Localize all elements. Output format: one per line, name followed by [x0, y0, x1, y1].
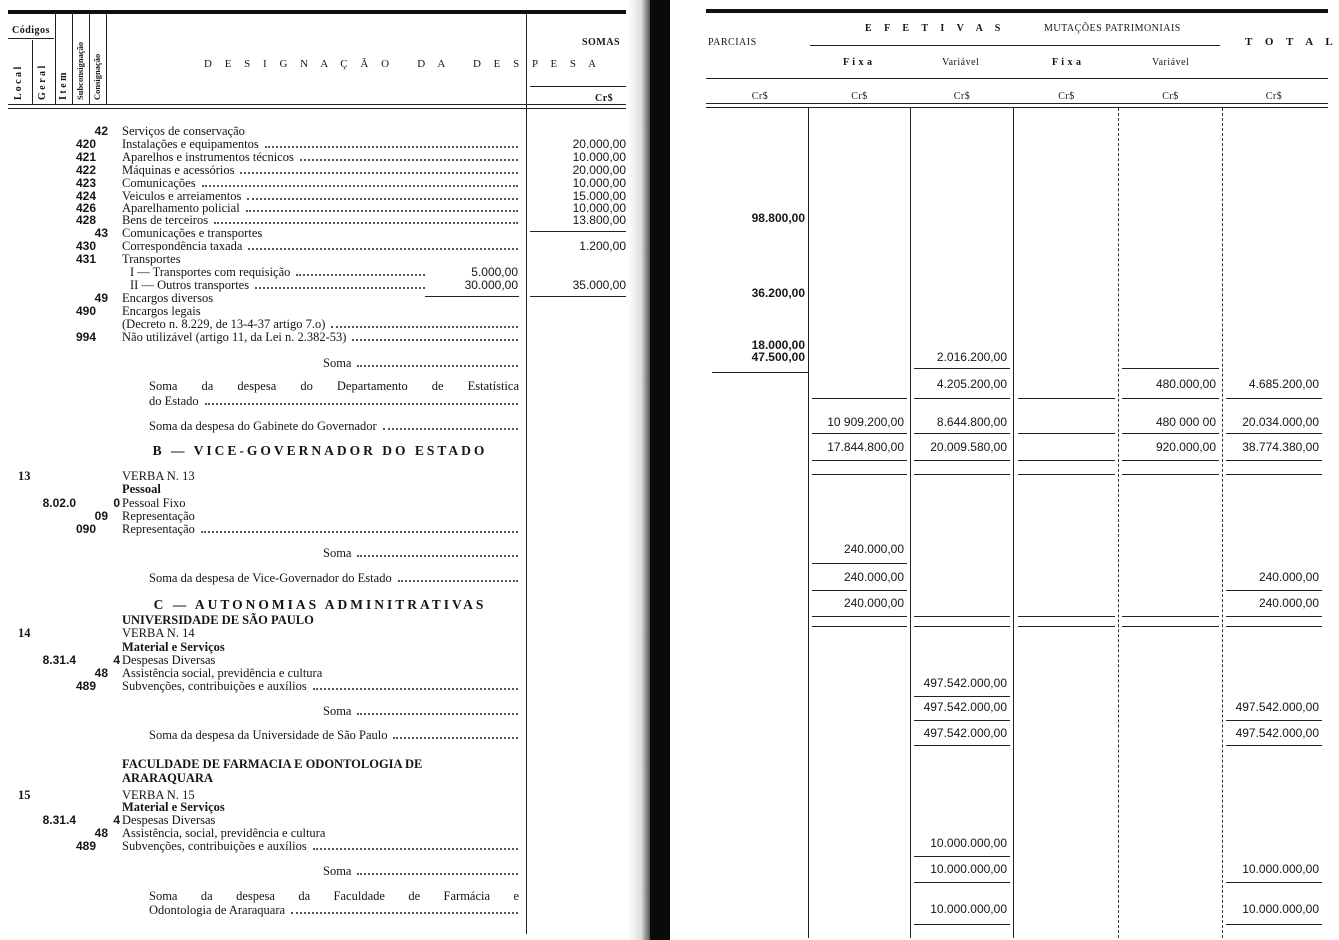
dot-leader: [352, 339, 518, 341]
col-divider: [32, 40, 33, 104]
consignacao-code: 43: [94, 226, 108, 240]
total-heading: T O T A L: [1245, 36, 1338, 48]
expense-description: Assistência, social, previdência e cultura: [122, 826, 326, 840]
dot-leader: [313, 848, 518, 850]
sum-rule: [1122, 474, 1219, 475]
header-bottom-rule: [706, 103, 1328, 104]
expense-description: VERBA N. 14: [122, 626, 195, 640]
expense-description: UNIVERSIDADE DE SÃO PAULO: [122, 613, 314, 627]
expense-description: Odontologia de Araraquara: [149, 903, 286, 917]
expense-description: Veiculos e arreiamentos: [122, 189, 242, 203]
item-code: 489: [75, 839, 96, 853]
soma-amount: 15.000,00: [572, 189, 626, 203]
geral-label: G e r a l: [37, 65, 48, 100]
dot-leader: [357, 555, 518, 557]
sum-rule: [812, 433, 907, 434]
partial-amount: 30.000,00: [464, 278, 518, 292]
column-divider: [1222, 108, 1223, 938]
sum-rule: [1226, 882, 1322, 883]
expense-description: Soma: [323, 704, 352, 718]
ef-variavel-amount: 497.542.000,00: [923, 700, 1007, 714]
col-divider: [89, 14, 90, 104]
local-code: 15: [18, 788, 31, 802]
subconsignacao-label: Subconsignação: [75, 41, 85, 100]
expense-description: Comunicações: [122, 176, 196, 190]
expense-description: Máquinas e acessórios: [122, 163, 235, 177]
expense-description: VERBA N. 15: [122, 788, 195, 802]
local-label: L o c a l: [13, 66, 24, 100]
item-code: 421: [75, 150, 96, 164]
dot-leader: [291, 912, 518, 914]
somas-rule: [530, 86, 626, 87]
dot-leader: [331, 326, 518, 328]
expense-description: II — Outros transportes: [130, 278, 250, 292]
sum-rule: [914, 460, 1010, 461]
soma-amount: 35.000,00: [572, 278, 626, 292]
column-divider: [1118, 108, 1119, 938]
total-amount: 497.542.000,00: [1235, 726, 1319, 740]
dot-leader: [214, 222, 518, 224]
expense-description: Assistência social, previdência e cultura: [122, 666, 323, 680]
soma-amount: 1.200,00: [579, 239, 626, 253]
total-amount: 10.000.000,00: [1242, 902, 1319, 916]
ef-variavel-amount: 8.644.800,00: [936, 415, 1007, 429]
item-code: 430: [75, 239, 96, 253]
sum-rule: [1226, 626, 1322, 627]
total-amount: 38.774.380,00: [1242, 440, 1319, 454]
dot-leader: [248, 248, 518, 250]
expense-description: Material e Serviços: [122, 800, 225, 814]
column-divider: [1013, 108, 1014, 938]
sum-rule: [914, 474, 1010, 475]
local-code: 13: [18, 469, 31, 483]
expense-description: Soma da despesa da Faculdade de Farmácia e: [149, 889, 519, 903]
currency-label: Cr$: [851, 91, 868, 102]
header-bottom-rule: [8, 108, 626, 109]
sum-rule: [1226, 460, 1322, 461]
sum-rule: [1018, 433, 1115, 434]
consignacao-label: Consignação: [92, 53, 102, 100]
sum-rule: [1226, 924, 1322, 925]
soma-amount: 10.000,00: [572, 150, 626, 164]
designacao-heading: D E S I G N A Ç Ã O D A D E S P E S A: [204, 58, 602, 70]
sum-rule: [1226, 720, 1322, 721]
page-gutter-shadow: [628, 0, 650, 940]
soma-amount: 10.000,00: [572, 201, 626, 215]
mp-variavel-amount: 480 000 00: [1155, 415, 1216, 429]
consignacao-code: 42: [94, 124, 108, 138]
expense-description: Despesas Diversas: [122, 813, 216, 827]
currency-label: Cr$: [1162, 91, 1179, 102]
expense-description: Aparelhos e instrumentos técnicos: [122, 150, 294, 164]
expense-description: Comunicações e transportes: [122, 226, 263, 240]
expense-description: (Decreto n. 8.229, de 13-4-37 artigo 7.o): [122, 317, 326, 331]
sum-rule: [1018, 616, 1115, 617]
subheader-rule: [706, 78, 1328, 79]
expense-description: I — Transportes com requisição: [130, 265, 291, 279]
sum-rule: [812, 398, 907, 399]
expense-description: Pessoal: [122, 482, 161, 496]
item-code: 090: [75, 522, 96, 536]
dot-leader: [393, 737, 518, 739]
sum-rule: [914, 882, 1010, 883]
total-amount: 4.685.200,00: [1248, 377, 1319, 391]
sum-rule: [1226, 474, 1322, 475]
soma-amount: 20.000,00: [572, 137, 626, 151]
expense-description: do Estado: [149, 394, 199, 408]
item-code: 423: [75, 176, 96, 190]
expense-description: Representação: [122, 522, 195, 536]
subconsignacao-code: 4: [113, 813, 120, 827]
ef-variavel-amount: 10.000.000,00: [930, 902, 1007, 916]
sum-rule: [914, 616, 1010, 617]
expense-description: Soma da despesa da Universidade de São Paulo: [149, 728, 388, 742]
dot-leader: [240, 172, 518, 174]
sum-rule: [914, 433, 1010, 434]
ef-variavel-amount: 497.542.000,00: [923, 726, 1007, 740]
parciais-amount: 18.000,00: [751, 338, 805, 352]
expense-description: Despesas Diversas: [122, 653, 216, 667]
sum-rule: [530, 296, 626, 297]
sum-rule: [914, 626, 1010, 627]
ef-variavel-amount: 10.000.000,00: [930, 862, 1007, 876]
item-code: 994: [75, 330, 96, 344]
item-code: 424: [75, 189, 96, 203]
ef-fixa-amount: 240.000,00: [843, 542, 904, 556]
partial-amount: 5.000,00: [471, 265, 518, 279]
mp-variavel-heading: Variável: [1152, 57, 1190, 68]
parciais-heading: PARCIAIS: [708, 37, 757, 48]
parciais-amount: 47.500,00: [751, 350, 805, 364]
mutacoes-heading: MUTAÇÕES PATRIMONIAIS: [1044, 23, 1181, 34]
dot-leader: [246, 210, 518, 212]
soma-amount: 20.000,00: [572, 163, 626, 177]
item-code: 420: [75, 137, 96, 151]
total-amount: 497.542.000,00: [1235, 700, 1319, 714]
expense-description: Material e Serviços: [122, 640, 225, 654]
expense-description: Soma: [323, 356, 352, 370]
consignacao-code: 49: [94, 291, 108, 305]
sum-rule: [914, 720, 1010, 721]
dot-leader: [398, 580, 518, 582]
book-binding: [650, 0, 670, 940]
sum-rule: [914, 924, 1010, 925]
ef-fixa-amount: 240.000,00: [843, 570, 904, 584]
item-code: 422: [75, 163, 96, 177]
sum-rule: [1122, 398, 1219, 399]
expense-description: Não utilizável (artigo 11, da Lei n. 2.382-53): [122, 330, 347, 344]
mp-variavel-amount: 920.000,00: [1155, 440, 1216, 454]
currency-label: Cr$: [1265, 91, 1283, 102]
sum-rule: [914, 745, 1010, 746]
ef-variavel-amount: 4.205.200,00: [936, 377, 1007, 391]
sum-rule: [812, 563, 907, 564]
sum-rule: [1122, 460, 1219, 461]
ef-variavel-amount: 20.009.580,00: [930, 440, 1007, 454]
col-divider: [106, 14, 107, 104]
group-rule: [810, 45, 1220, 46]
sum-rule: [1122, 433, 1219, 434]
col-divider: [72, 14, 73, 104]
dot-leader: [265, 146, 518, 148]
sum-rule: [812, 460, 907, 461]
ef-variavel-amount: 10.000.000,00: [930, 836, 1007, 850]
dot-leader: [300, 159, 518, 161]
sum-rule: [914, 856, 1010, 857]
codigos-rule: [8, 38, 54, 39]
total-amount: 20.034.000,00: [1242, 415, 1319, 429]
expense-description: Soma: [323, 546, 352, 560]
currency-label: Cr$: [953, 91, 971, 102]
ef-fixa-amount: 10 909.200,00: [827, 415, 904, 429]
subconsignacao-code: 0: [113, 496, 120, 510]
item-code: 489: [75, 679, 96, 693]
expense-description: Pessoal Fixo: [122, 496, 186, 510]
consignacao-code: 09: [94, 509, 108, 523]
expense-description: Serviços de conservação: [122, 124, 245, 138]
sum-rule: [914, 398, 1010, 399]
ef-variavel-amount: 2.016.200,00: [936, 350, 1007, 364]
ef-fixa-amount: 240.000,00: [843, 596, 904, 610]
item-code: 431: [75, 252, 96, 266]
total-amount: 240.000,00: [1258, 570, 1319, 584]
expense-description: Encargos legais: [122, 304, 201, 318]
expense-description: Instalações e equipamentos: [122, 137, 259, 151]
expense-description: VERBA N. 13: [122, 469, 195, 483]
local-code: 8.31.4: [42, 653, 76, 667]
sum-rule: [1226, 745, 1322, 746]
variavel-heading: Variável: [942, 57, 980, 68]
total-amount: 240.000,00: [1258, 596, 1319, 610]
mp-fixa-heading: F i x a: [1052, 57, 1082, 68]
dot-leader: [255, 287, 425, 289]
expense-description: Encargos diversos: [122, 291, 214, 305]
section-heading: B — VICE-GOVERNADOR DO ESTADO: [152, 443, 488, 458]
item-code: 426: [75, 201, 96, 215]
soma-amount: 13.800,00: [572, 213, 626, 227]
local-code: 8.31.4: [42, 813, 76, 827]
expense-description: Subvenções, contribuições e auxílios: [122, 679, 307, 693]
dot-leader: [357, 873, 518, 875]
dot-leader: [202, 185, 518, 187]
expense-description: Soma da despesa de Vice-Governador do Estado: [149, 571, 392, 585]
sum-rule: [1018, 474, 1115, 475]
expense-description: Representação: [122, 509, 195, 523]
col-divider: [55, 14, 56, 104]
sum-rule: [812, 474, 907, 475]
expense-description: Aparelhamento policial: [122, 201, 240, 215]
dot-leader: [296, 274, 425, 276]
ef-variavel-amount: 497.542.000,00: [923, 676, 1007, 690]
expense-description: Soma: [323, 864, 352, 878]
sum-rule: [1226, 590, 1322, 591]
dot-leader: [201, 531, 518, 533]
efetivas-heading: E F E T I V A S: [865, 23, 1006, 34]
sum-rule: [1018, 398, 1115, 399]
column-divider: [910, 108, 911, 938]
item-label: I t e m: [58, 72, 69, 100]
sum-rule: [1226, 616, 1322, 617]
expense-description: ARARAQUARA: [122, 771, 213, 785]
ef-fixa-amount: 17.844.800,00: [827, 440, 904, 454]
somas-heading: SOMAS: [582, 37, 621, 48]
sum-rule: [1226, 398, 1322, 399]
expense-description: Transportes: [122, 252, 181, 266]
dot-leader: [383, 428, 518, 430]
sum-rule: [1018, 460, 1115, 461]
sum-rule: [812, 616, 907, 617]
mp-variavel-amount: 480.000,00: [1155, 377, 1216, 391]
expense-description: Bens de terceiros: [122, 213, 209, 227]
somas-currency: Cr$: [595, 93, 614, 104]
header-bottom-rule: [706, 107, 1328, 108]
dot-leader: [313, 688, 518, 690]
consignacao-code: 48: [94, 826, 108, 840]
sum-rule: [914, 696, 1010, 697]
sum-rule: [1122, 626, 1219, 627]
sum-rule: [1018, 626, 1115, 627]
item-code: 428: [75, 213, 96, 227]
somas-col-divider: [526, 14, 527, 934]
expense-description: Soma da despesa do Gabinete do Governador: [149, 419, 377, 433]
sum-rule: [1122, 368, 1219, 369]
fixa-heading: F i x a: [843, 57, 873, 68]
local-code: 14: [18, 626, 31, 640]
item-code: 490: [75, 304, 96, 318]
sum-rule: [530, 231, 626, 232]
soma-amount: 10.000,00: [572, 176, 626, 190]
dot-leader: [357, 713, 518, 715]
sum-rule: [425, 296, 519, 297]
expense-description: FACULDADE DE FARMACIA E ODONTOLOGIA DE: [122, 757, 423, 771]
currency-label: Cr$: [1058, 91, 1075, 102]
sum-rule: [1226, 433, 1322, 434]
sum-rule: [812, 626, 907, 627]
sum-rule: [1122, 616, 1219, 617]
dot-leader: [247, 198, 518, 200]
section-heading: C — AUTONOMIAS ADMINITRATIVAS: [153, 597, 487, 612]
expense-description: Soma da despesa do Departamento de Estatística: [149, 379, 519, 393]
codigos-label: Códigos: [12, 25, 50, 36]
total-amount: 10.000.000,00: [1242, 862, 1319, 876]
dot-leader: [205, 403, 518, 405]
expense-description: Correspondência taxada: [122, 239, 243, 253]
header-top-rule: [8, 10, 626, 14]
subconsignacao-code: 4: [113, 653, 120, 667]
currency-label: Cr$: [751, 91, 769, 102]
local-code: 8.02.0: [42, 496, 76, 510]
sum-rule: [712, 372, 808, 373]
parciais-amount: 98.800,00: [751, 211, 805, 225]
header-bottom-rule: [8, 104, 626, 105]
consignacao-code: 48: [94, 666, 108, 680]
parciais-amount: 36.200,00: [751, 286, 805, 300]
sum-rule: [914, 368, 1010, 369]
column-divider: [808, 108, 809, 938]
dot-leader: [357, 365, 518, 367]
expense-description: Subvenções, contribuições e auxílios: [122, 839, 307, 853]
sum-rule: [812, 590, 907, 591]
header-top-rule: [706, 9, 1328, 13]
